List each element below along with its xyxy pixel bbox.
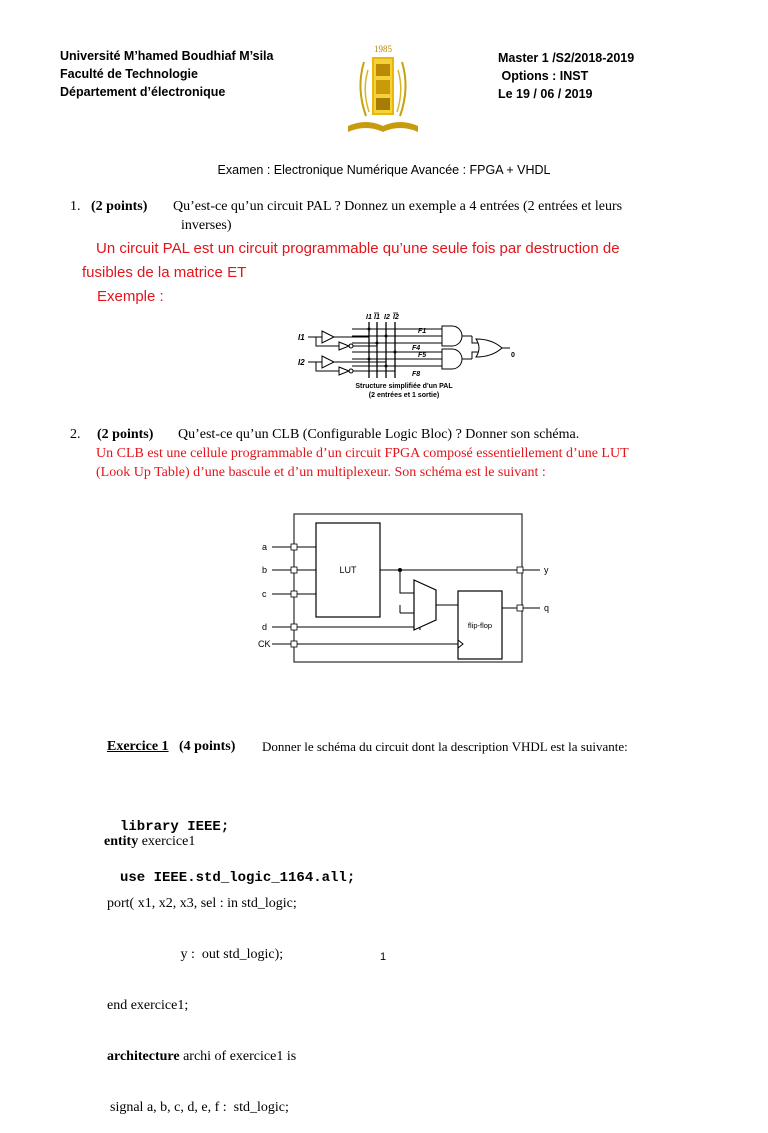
ex1-text: Donner le schéma du circuit dont la description VHDL est la suivante: <box>262 739 628 754</box>
q1-answer <box>82 237 620 285</box>
pal-input-label-2: I2 <box>298 358 305 367</box>
clb-input-c: c <box>262 589 267 599</box>
q1-example-label: Exemple : <box>97 288 164 305</box>
q1-text-line2: inverses) <box>181 218 232 233</box>
vhdl-signal-line: signal a, b, c, d, e, f : std_logic; <box>110 1100 289 1115</box>
pal-top-label-1: I1 <box>366 314 372 321</box>
faculty-name: Faculté de Technologie <box>60 67 198 81</box>
q2-answer-line2: (Look Up Table) d’une bascule et d’un multiplexeur. Son schéma est le suivant : <box>96 465 546 480</box>
vhdl-entity-name: exercice1 <box>138 834 196 849</box>
vhdl-port-line1: port( x1, x2, x3, sel : in std_logic; <box>107 896 297 911</box>
page-number: 1 <box>380 951 387 963</box>
vhdl-entity-keyword: entity <box>104 834 139 849</box>
q1-points: (2 points) <box>91 199 148 214</box>
vhdl-port-line2: y : out std_logic); <box>107 947 284 962</box>
vhdl-use-line: use IEEE.std_logic_1164.all; <box>120 870 356 886</box>
lut-label: LUT <box>339 565 357 575</box>
q1-text-line1: Qu’est-ce qu’un circuit PAL ? Donnez un exemple a 4 entrées (2 entrées et leurs <box>173 199 623 214</box>
clb-input-ck: CK <box>258 639 271 649</box>
clb-diagram <box>250 505 560 670</box>
pal-caption-line2: (2 entrées et 1 sortie) <box>368 392 440 399</box>
vhdl-arch-line <box>107 1048 297 1065</box>
vhdl-library-line: library IEEE; <box>120 819 230 835</box>
clb-input-b: b <box>262 565 268 575</box>
pal-output-label-3: F5 <box>418 352 427 359</box>
exam-title: Examen : Electronique Numérique Avancée : FPGA + VHDL <box>217 163 551 177</box>
exam-info-header <box>498 49 634 103</box>
ex1-points: (4 points) <box>179 739 236 754</box>
pal-top-label-2: I1 <box>374 314 380 321</box>
q2-answer-line1: Un CLB est une cellule programmable d’un circuit FPGA composé essentiellement d’une LUT <box>96 446 629 461</box>
university-logo <box>342 40 424 136</box>
exam-date: Le 19 / 06 / 2019 <box>498 87 593 101</box>
vhdl-entity-line <box>104 833 195 850</box>
q1-number: 1. <box>70 199 81 214</box>
q2-number: 2. <box>70 427 81 442</box>
pal-output-label-4: F8 <box>412 371 421 378</box>
q2-points: (2 points) <box>97 427 154 442</box>
q2-answer <box>96 444 629 482</box>
clb-input-a: a <box>262 542 268 552</box>
pal-top-label-4: I2 <box>393 314 399 321</box>
q2-text: Qu’est-ce qu’un CLB (Configurable Logic Bloc) ? Donner son schéma. <box>178 427 580 442</box>
flip-flop-label: flip-flop <box>467 621 493 630</box>
pal-diagram <box>292 308 522 408</box>
university-name: Université M’hamed Boudhiaf M’sila <box>60 49 274 63</box>
clb-output-q: q <box>544 603 550 613</box>
university-header <box>60 47 273 101</box>
pal-top-label-3: I2 <box>384 314 390 321</box>
vhdl-port-block <box>107 861 297 1133</box>
pal-output-label-1: F1 <box>418 328 427 335</box>
pal-output-label-2: F4 <box>412 345 421 352</box>
master-info: Master 1 /S2/2018-2019 <box>498 51 635 65</box>
q1-answer-line1: Un circuit PAL est un circuit programmable qu’une seule fois par destruction de <box>96 240 620 257</box>
pal-caption-line1: Structure simplifiée d'un PAL <box>355 383 453 390</box>
vhdl-arch-keyword: architecture <box>107 1049 180 1064</box>
options-info: Options : INST <box>498 69 589 83</box>
ex1-title: Exercice 1 <box>107 739 169 754</box>
pal-input-label-1: I1 <box>298 333 305 342</box>
clb-input-d: d <box>262 622 268 632</box>
q1-answer-line2: fusibles de la matrice ET <box>82 264 247 281</box>
vhdl-arch-rest: archi of exercice1 is <box>179 1049 297 1064</box>
clb-output-y: y <box>544 565 549 575</box>
vhdl-end-line: end exercice1; <box>107 998 189 1013</box>
department-name: Département d’électronique <box>60 85 226 99</box>
logo-year: 1985 <box>374 44 392 54</box>
pal-final-output: 0 <box>511 352 515 359</box>
